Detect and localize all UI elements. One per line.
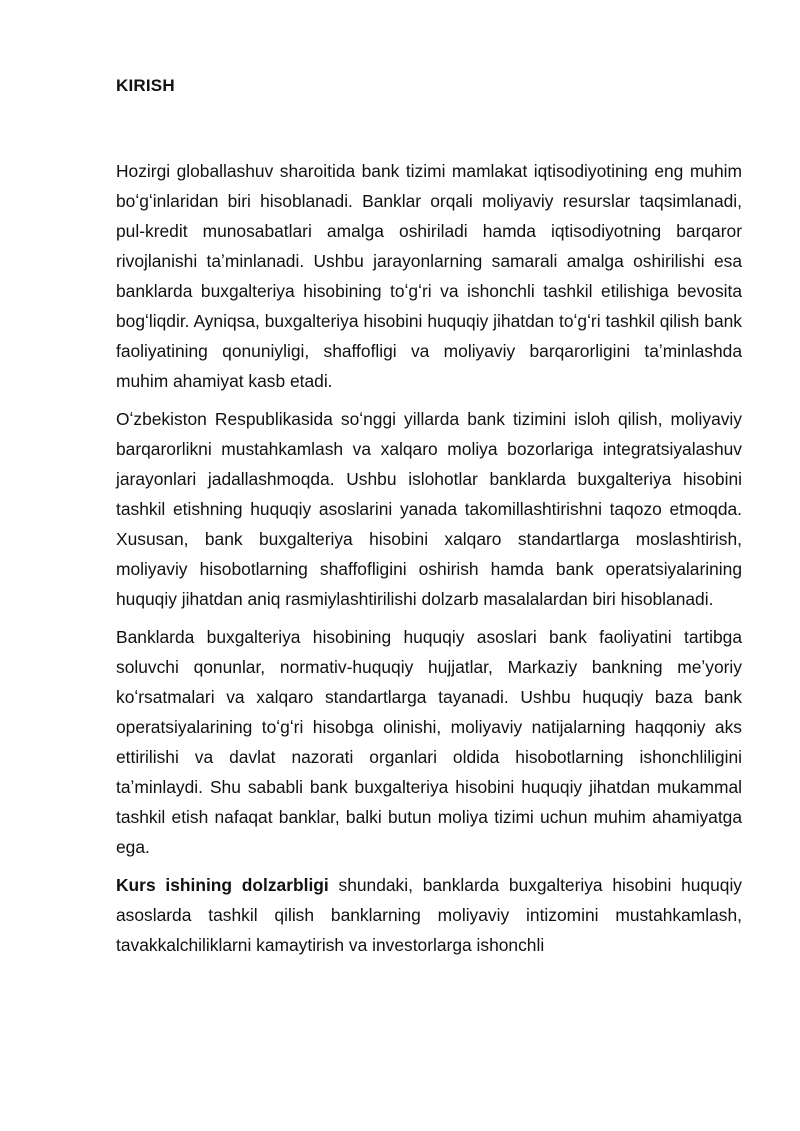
paragraph-text: Hozirgi globallashuv sharoitida bank tizimi mamlakat iqtisodiyotining eng muhim boʻgʻinlaridan biri hisoblanadi. Banklar orqali moliyaviy resurslar taqsimlanadi, pul-kredit munosabatlari amalga oshiriladi hamda iqtisodiyotning barqaror rivojlanishi taʼminlanadi. Ushbu jarayonlarning samarali amalga oshirilishi esa banklarda buxgalteriya hisobining toʻgʻri va ishonchli tashkil etilishiga bevosita bogʻliqdir. Ayniqsa, buxgalteriya hisobini huquqiy jihatdan toʻgʻri tashkil qilish bank faoliyatining qonuniyligi, shaffofligi va moliyaviy barqarorligini taʼminlashda muhim ahamiyat kasb etadi. bbox=[116, 161, 742, 391]
document-page bbox=[116, 0, 742, 1131]
paragraph bbox=[116, 622, 742, 862]
paragraph-text: Oʻzbekiston Respublikasida soʻnggi yillarda bank tizimini isloh qilish, moliyaviy barqarorlikni mustahkamlash va xalqaro moliya bozorlariga integratsiyalashuv jarayonlari jadallashmoqda. Ushbu islohotlar banklarda buxgalteriya hisobini tashkil etishning huquqiy asoslarini yanada takomillashtirishni taqozo etmoqda. Xususan, bank buxgalteriya hisobini xalqaro standartlarga moslashtirish, moliyaviy hisobotlarning shaffofligini oshirish hamda bank operatsiyalarining huquqiy jihatdan aniq rasmiylashtirilishi dolzarb masalalardan biri hisoblanadi. bbox=[116, 409, 742, 609]
section-heading: KIRISH bbox=[116, 76, 175, 95]
paragraph bbox=[116, 870, 742, 960]
paragraph bbox=[116, 404, 742, 614]
paragraph-text: shundaki, banklarda buxgalteriya hisobini huquqiy asoslarda tashkil qilish banklarning moliyaviy intizomini mustahkamlash, tavakkalchiliklarni kamaytirish va investorlarga ishonchli bbox=[116, 875, 742, 955]
paragraph bbox=[116, 156, 742, 396]
paragraph-lead: Kurs ishining dolzarbligi bbox=[116, 875, 329, 895]
paragraph-text: Banklarda buxgalteriya hisobining huquqiy asoslari bank faoliyatini tartibga soluvchi qonunlar, normativ-huquqiy hujjatlar, Markaziy bankning meʼyoriy koʻrsatmalari va xalqaro standartlarga tayanadi. Ushbu huquqiy baza bank operatsiyalarining toʻgʻri hisobga olinishi, moliyaviy natijalarning haqqoniy aks ettirilishi va davlat nazorati organlari oldida hisobotlarning ishonchliligini taʼminlaydi. Shu sababli bank buxgalteriya hisobini huquqiy jihatdan mukammal tashkil etish nafaqat banklar, balki butun moliya tizimi uchun muhim ahamiyatga ega. bbox=[116, 627, 742, 857]
document-body bbox=[116, 156, 742, 968]
